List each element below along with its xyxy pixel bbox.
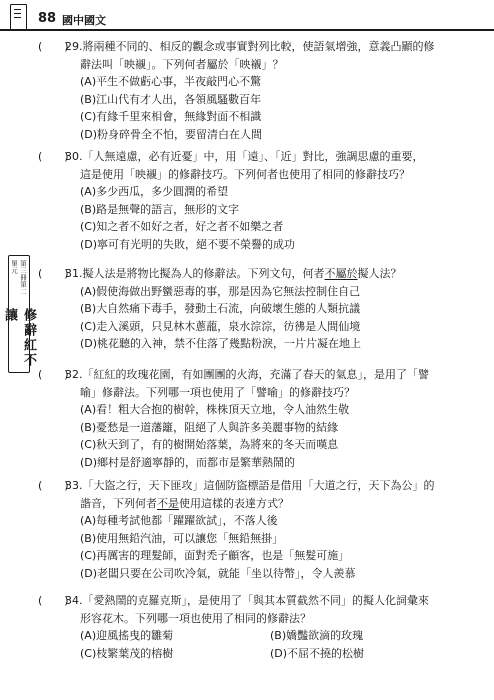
question-stem-cont: 喻」修辭法。下列哪一項也使用了「譬喻」的修辭技巧？ <box>80 385 355 399</box>
question-32 <box>38 366 478 471</box>
question-stem-cont: 這是使用「映襯」的修辭技巧。下列何者也使用了相同的修辭技巧？ <box>80 167 410 181</box>
stem-emphasis: 不屬於 <box>324 267 358 280</box>
option-a: (A)迎風搖曳的雛菊 <box>80 629 174 642</box>
page-title: 國中國文 <box>62 14 106 27</box>
option-d: (D)不屈不撓的松樹 <box>270 646 365 660</box>
option-c: (C)走入溪頭，只見林木蔥蘢，泉水淙淙，彷彿是人間仙境 <box>80 319 361 333</box>
option-c: (C)知之者不如好之者，好之者不如樂之者 <box>80 220 284 233</box>
question-34 <box>38 592 478 662</box>
answer-blank[interactable]: ( ) <box>38 479 69 492</box>
question-stem: 「愛熱鬧的克羅克斯」，是使用了「與其本質截然不同」的擬人化詞彙來 <box>82 594 429 607</box>
question-number: 30. <box>65 150 83 163</box>
question-stem: 「大盜之行，天下匪攻」這個防盜標語是借用「大道之行，天下為公」的 <box>82 479 435 492</box>
stem-text: 使用這樣的表達方式？ <box>179 496 289 510</box>
question-stem: 「人無遠慮，必有近憂」中，用「遠」、「近」對比，強調思慮的重要， <box>82 150 424 163</box>
option-b: (B)大自然痛下毒手，發動土石流，向破壞生態的人類抗議 <box>80 302 361 315</box>
option-d: (D)老闆只要在公司吹冷氣，就能「坐以待幣」，令人羨慕 <box>80 566 356 580</box>
side-tab-title: 修辭紅不讓 <box>2 307 36 368</box>
header-rule <box>0 29 494 31</box>
option-b: (B)憂愁是一道藩籬，阻絕了人與許多美麗事物的結緣 <box>80 420 339 434</box>
question-30 <box>38 148 478 253</box>
option-d: (D)粉身碎骨全不怕，要留清白在人間 <box>80 127 263 141</box>
book-icon <box>10 4 27 30</box>
question-number: 29. <box>65 40 83 53</box>
option-a: (A)假使海做出野蠻惡毒的事，那是因為它無法控制住自己 <box>80 284 361 298</box>
option-d: (D)桃花聽的入神，禁不住落了幾點粉淚，一片片凝在地上 <box>80 337 362 350</box>
option-a: (A)平生不做虧心事，半夜敲門心不驚 <box>80 75 262 88</box>
stem-text: 諧音，下列何者 <box>80 496 157 510</box>
question-33 <box>38 477 478 582</box>
side-tab-subtitle: 第三冊第二單元 <box>10 260 27 295</box>
question-stem: 將兩種不同的、相反的觀念或事實對列比較，使語氣增強，意義凸顯的修 <box>82 40 435 53</box>
question-number: 31. <box>65 267 83 280</box>
question-31 <box>38 265 478 353</box>
option-c: (C)秋天到了，有的樹開始落葉，為將來的冬天而嘆息 <box>80 438 339 451</box>
option-b: (B)嬌豔欲滴的玫瑰 <box>270 629 364 642</box>
option-b: (B)使用無鉛汽油，可以讓您「無鉛無掛」 <box>80 531 284 545</box>
option-d: (D)鄉村是舒適寧靜的，而都市是繁華熱鬧的 <box>80 455 296 469</box>
option-a: (A)多少西瓜，多少圓潤的希望 <box>80 185 229 198</box>
question-number: 34. <box>65 594 83 607</box>
answer-blank[interactable]: ( ) <box>38 594 69 607</box>
question-number: 32. <box>65 368 83 381</box>
option-c: (C)有緣千里來相會，無緣對面不相識 <box>80 110 262 123</box>
option-b: (B)路是無聲的語言，無形的文字 <box>80 202 240 216</box>
option-a: (A)每種考試他都「躍躍欲試」，不落人後 <box>80 514 278 527</box>
stem-text: 擬人法是將物比擬為人的修辭法。下列文句，何者 <box>82 267 325 280</box>
answer-blank[interactable]: ( ) <box>38 40 69 53</box>
option-b: (B)江山代有才人出，各領風騷數百年 <box>80 92 262 106</box>
question-number: 33. <box>65 479 83 492</box>
question-stem-cont <box>38 495 478 513</box>
side-tab <box>2 255 36 373</box>
option-c: (C)再厲害的理髮師，面對禿子顧客，也是「無髮可施」 <box>80 549 350 562</box>
answer-blank[interactable]: ( ) <box>38 267 69 280</box>
question-stem-cont: 形容花木。下列哪一項也使用了相同的修辭法？ <box>80 611 311 625</box>
question-stem: 「紅紅的玫瑰花園，有如團團的火海，充滿了春天的氣息」，是用了「譬 <box>82 368 429 381</box>
question-stem <box>83 265 479 283</box>
question-29 <box>38 38 478 143</box>
page-number: 88 <box>38 11 57 26</box>
answer-blank[interactable]: ( ) <box>38 368 69 381</box>
stem-emphasis: 不是 <box>157 496 179 510</box>
stem-text: 擬人法？ <box>357 267 402 280</box>
option-c: (C)枝繁葉茂的榕樹 <box>80 646 174 660</box>
option-a: (A)看！粗大合抱的樹幹，株株頂天立地，令人油然生敬 <box>80 403 350 416</box>
question-stem-cont: 辭法叫「映襯」。下列何者屬於「映襯」？ <box>80 57 284 71</box>
option-d: (D)寧可有光明的失敗，絕不要不榮譽的成功 <box>80 237 296 251</box>
answer-blank[interactable]: ( ) <box>38 150 69 163</box>
options-grid <box>38 627 478 662</box>
